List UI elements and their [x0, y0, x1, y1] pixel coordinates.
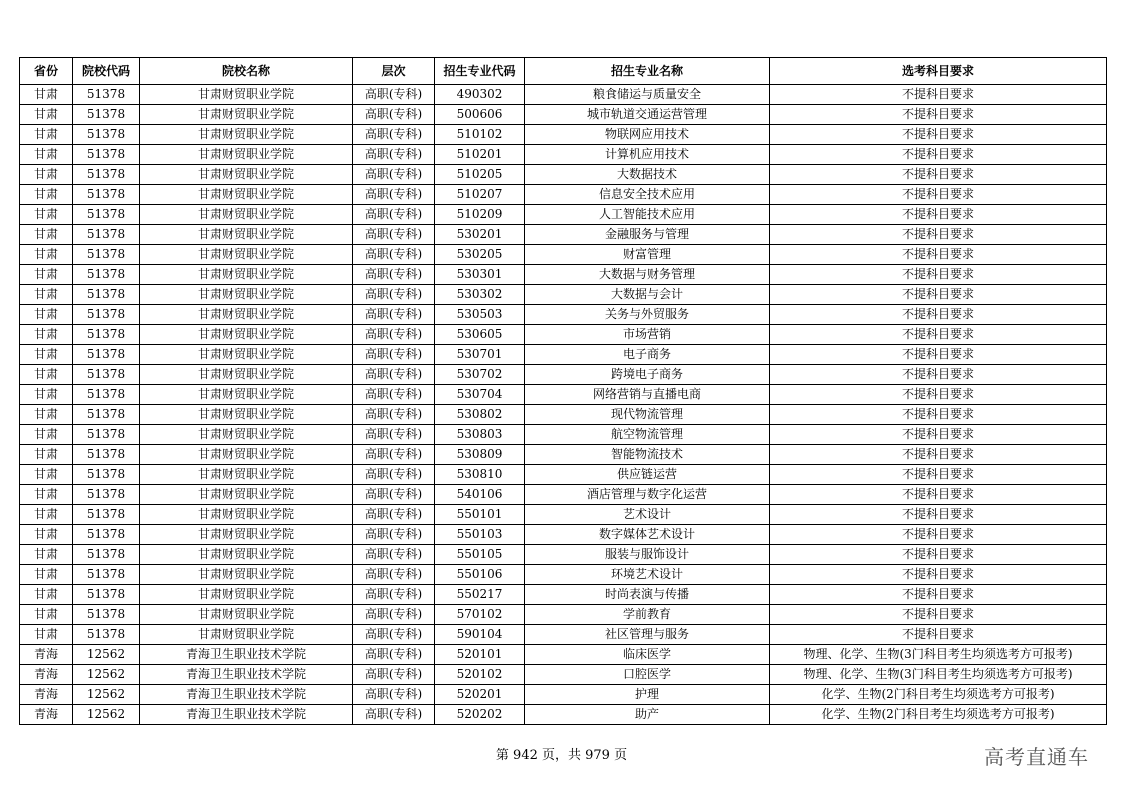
table-row — [20, 205, 1107, 225]
cell-level: 高职(专科) — [353, 485, 435, 505]
cell-level: 高职(专科) — [353, 85, 435, 105]
cell-subject-requirement: 不提科目要求 — [770, 525, 1107, 545]
cell-level: 高职(专科) — [353, 165, 435, 185]
cell-major-code: 530802 — [435, 405, 525, 425]
cell-province: 甘肃 — [20, 305, 73, 325]
cell-school-name: 青海卫生职业技术学院 — [140, 705, 353, 725]
cell-level: 高职(专科) — [353, 205, 435, 225]
cell-school-name: 甘肃财贸职业学院 — [140, 245, 353, 265]
cell-major-code: 530809 — [435, 445, 525, 465]
cell-subject-requirement: 不提科目要求 — [770, 125, 1107, 145]
table-row — [20, 165, 1107, 185]
cell-school-name: 甘肃财贸职业学院 — [140, 425, 353, 445]
cell-subject-requirement: 化学、生物(2门科目考生均须选考方可报考) — [770, 705, 1107, 725]
cell-major-code: 520201 — [435, 685, 525, 705]
header-major-code: 招生专业代码 — [435, 58, 525, 85]
cell-school-name: 甘肃财贸职业学院 — [140, 225, 353, 245]
cell-school-code: 51378 — [73, 405, 140, 425]
cell-province: 甘肃 — [20, 285, 73, 305]
cell-level: 高职(专科) — [353, 605, 435, 625]
table-row — [20, 505, 1107, 525]
cell-major-name: 航空物流管理 — [525, 425, 770, 445]
cell-level: 高职(专科) — [353, 105, 435, 125]
cell-major-code: 530702 — [435, 365, 525, 385]
cell-major-code: 520101 — [435, 645, 525, 665]
table-header-row — [20, 58, 1107, 85]
cell-school-name: 青海卫生职业技术学院 — [140, 685, 353, 705]
cell-level: 高职(专科) — [353, 585, 435, 605]
cell-level: 高职(专科) — [353, 285, 435, 305]
cell-subject-requirement: 不提科目要求 — [770, 545, 1107, 565]
table-row — [20, 485, 1107, 505]
cell-subject-requirement: 不提科目要求 — [770, 105, 1107, 125]
cell-major-name: 服装与服饰设计 — [525, 545, 770, 565]
cell-major-name: 金融服务与管理 — [525, 225, 770, 245]
cell-major-name: 市场营销 — [525, 325, 770, 345]
cell-school-name: 甘肃财贸职业学院 — [140, 465, 353, 485]
cell-level: 高职(专科) — [353, 125, 435, 145]
cell-major-code: 530605 — [435, 325, 525, 345]
table-row — [20, 405, 1107, 425]
cell-major-name: 信息安全技术应用 — [525, 185, 770, 205]
cell-province: 甘肃 — [20, 105, 73, 125]
cell-level: 高职(专科) — [353, 685, 435, 705]
cell-level: 高职(专科) — [353, 565, 435, 585]
header-subject-requirement: 选考科目要求 — [770, 58, 1107, 85]
cell-school-name: 甘肃财贸职业学院 — [140, 185, 353, 205]
cell-school-code: 51378 — [73, 465, 140, 485]
cell-province: 甘肃 — [20, 205, 73, 225]
cell-province: 甘肃 — [20, 145, 73, 165]
cell-school-name: 甘肃财贸职业学院 — [140, 505, 353, 525]
cell-level: 高职(专科) — [353, 145, 435, 165]
cell-school-name: 青海卫生职业技术学院 — [140, 665, 353, 685]
cell-major-name: 现代物流管理 — [525, 405, 770, 425]
cell-subject-requirement: 不提科目要求 — [770, 625, 1107, 645]
table-row — [20, 685, 1107, 705]
table-row — [20, 625, 1107, 645]
cell-major-code: 510102 — [435, 125, 525, 145]
cell-major-code: 550105 — [435, 545, 525, 565]
cell-subject-requirement: 不提科目要求 — [770, 185, 1107, 205]
cell-level: 高职(专科) — [353, 445, 435, 465]
cell-subject-requirement: 不提科目要求 — [770, 565, 1107, 585]
cell-subject-requirement: 不提科目要求 — [770, 465, 1107, 485]
cell-level: 高职(专科) — [353, 425, 435, 445]
cell-school-code: 51378 — [73, 285, 140, 305]
cell-major-code: 510201 — [435, 145, 525, 165]
header-level: 层次 — [353, 58, 435, 85]
table-body — [20, 85, 1107, 725]
cell-school-name: 甘肃财贸职业学院 — [140, 545, 353, 565]
cell-major-code: 530701 — [435, 345, 525, 365]
cell-major-name: 环境艺术设计 — [525, 565, 770, 585]
cell-province: 甘肃 — [20, 585, 73, 605]
cell-school-name: 甘肃财贸职业学院 — [140, 445, 353, 465]
cell-province: 甘肃 — [20, 445, 73, 465]
cell-major-name: 计算机应用技术 — [525, 145, 770, 165]
cell-major-code: 530503 — [435, 305, 525, 325]
cell-major-name: 数字媒体艺术设计 — [525, 525, 770, 545]
cell-major-code: 520102 — [435, 665, 525, 685]
cell-school-name: 甘肃财贸职业学院 — [140, 605, 353, 625]
cell-subject-requirement: 不提科目要求 — [770, 445, 1107, 465]
cell-school-code: 51378 — [73, 425, 140, 445]
cell-school-code: 51378 — [73, 345, 140, 365]
cell-province: 甘肃 — [20, 185, 73, 205]
cell-school-name: 甘肃财贸职业学院 — [140, 585, 353, 605]
cell-level: 高职(专科) — [353, 625, 435, 645]
cell-major-name: 电子商务 — [525, 345, 770, 365]
table-row — [20, 185, 1107, 205]
header-province: 省份 — [20, 58, 73, 85]
cell-school-code: 51378 — [73, 385, 140, 405]
header-school-code: 院校代码 — [73, 58, 140, 85]
cell-province: 甘肃 — [20, 85, 73, 105]
cell-major-name: 大数据与财务管理 — [525, 265, 770, 285]
cell-province: 甘肃 — [20, 125, 73, 145]
table-row — [20, 365, 1107, 385]
cell-school-name: 甘肃财贸职业学院 — [140, 345, 353, 365]
cell-school-code: 51378 — [73, 545, 140, 565]
cell-province: 甘肃 — [20, 165, 73, 185]
cell-province: 青海 — [20, 705, 73, 725]
table-row — [20, 345, 1107, 365]
cell-major-name: 城市轨道交通运营管理 — [525, 105, 770, 125]
cell-school-name: 甘肃财贸职业学院 — [140, 125, 353, 145]
cell-major-code: 530302 — [435, 285, 525, 305]
cell-province: 甘肃 — [20, 605, 73, 625]
cell-province: 青海 — [20, 685, 73, 705]
cell-major-code: 510207 — [435, 185, 525, 205]
cell-subject-requirement: 不提科目要求 — [770, 305, 1107, 325]
admission-table — [19, 57, 1107, 725]
cell-school-name: 甘肃财贸职业学院 — [140, 145, 353, 165]
cell-school-code: 51378 — [73, 225, 140, 245]
cell-level: 高职(专科) — [353, 385, 435, 405]
cell-school-name: 青海卫生职业技术学院 — [140, 645, 353, 665]
cell-level: 高职(专科) — [353, 185, 435, 205]
cell-province: 甘肃 — [20, 385, 73, 405]
cell-school-name: 甘肃财贸职业学院 — [140, 385, 353, 405]
cell-province: 甘肃 — [20, 245, 73, 265]
cell-major-code: 590104 — [435, 625, 525, 645]
cell-subject-requirement: 不提科目要求 — [770, 585, 1107, 605]
cell-school-code: 51378 — [73, 325, 140, 345]
cell-province: 甘肃 — [20, 485, 73, 505]
cell-school-code: 51378 — [73, 525, 140, 545]
cell-subject-requirement: 不提科目要求 — [770, 165, 1107, 185]
cell-province: 甘肃 — [20, 525, 73, 545]
cell-level: 高职(专科) — [353, 665, 435, 685]
table-row — [20, 305, 1107, 325]
cell-school-code: 12562 — [73, 685, 140, 705]
cell-major-code: 510209 — [435, 205, 525, 225]
table-row — [20, 385, 1107, 405]
table-row — [20, 325, 1107, 345]
table-row — [20, 285, 1107, 305]
cell-major-name: 酒店管理与数字化运营 — [525, 485, 770, 505]
cell-province: 甘肃 — [20, 365, 73, 385]
cell-major-code: 530810 — [435, 465, 525, 485]
cell-subject-requirement: 物理、化学、生物(3门科目考生均须选考方可报考) — [770, 645, 1107, 665]
cell-subject-requirement: 不提科目要求 — [770, 425, 1107, 445]
cell-major-code: 550106 — [435, 565, 525, 585]
table-row — [20, 465, 1107, 485]
cell-subject-requirement: 不提科目要求 — [770, 385, 1107, 405]
table-row — [20, 645, 1107, 665]
cell-major-code: 550217 — [435, 585, 525, 605]
cell-level: 高职(专科) — [353, 545, 435, 565]
cell-school-name: 甘肃财贸职业学院 — [140, 525, 353, 545]
cell-level: 高职(专科) — [353, 365, 435, 385]
cell-province: 甘肃 — [20, 325, 73, 345]
table-row — [20, 445, 1107, 465]
cell-subject-requirement: 化学、生物(2门科目考生均须选考方可报考) — [770, 685, 1107, 705]
cell-subject-requirement: 不提科目要求 — [770, 205, 1107, 225]
cell-school-name: 甘肃财贸职业学院 — [140, 265, 353, 285]
cell-province: 甘肃 — [20, 225, 73, 245]
cell-school-code: 51378 — [73, 485, 140, 505]
cell-level: 高职(专科) — [353, 525, 435, 545]
cell-school-name: 甘肃财贸职业学院 — [140, 325, 353, 345]
cell-subject-requirement: 不提科目要求 — [770, 605, 1107, 625]
cell-province: 甘肃 — [20, 465, 73, 485]
cell-major-name: 物联网应用技术 — [525, 125, 770, 145]
cell-major-name: 粮食储运与质量安全 — [525, 85, 770, 105]
cell-major-code: 530201 — [435, 225, 525, 245]
cell-subject-requirement: 不提科目要求 — [770, 245, 1107, 265]
table-row — [20, 105, 1107, 125]
table-row — [20, 245, 1107, 265]
cell-level: 高职(专科) — [353, 265, 435, 285]
cell-major-name: 供应链运营 — [525, 465, 770, 485]
cell-school-code: 51378 — [73, 85, 140, 105]
cell-subject-requirement: 不提科目要求 — [770, 325, 1107, 345]
cell-school-code: 51378 — [73, 365, 140, 385]
cell-major-code: 570102 — [435, 605, 525, 625]
cell-major-code: 530205 — [435, 245, 525, 265]
cell-major-name: 大数据与会计 — [525, 285, 770, 305]
cell-major-code: 540106 — [435, 485, 525, 505]
table-row — [20, 665, 1107, 685]
table-row — [20, 605, 1107, 625]
cell-major-name: 临床医学 — [525, 645, 770, 665]
header-major-name: 招生专业名称 — [525, 58, 770, 85]
cell-major-name: 学前教育 — [525, 605, 770, 625]
cell-subject-requirement: 不提科目要求 — [770, 505, 1107, 525]
table-row — [20, 565, 1107, 585]
cell-level: 高职(专科) — [353, 465, 435, 485]
cell-subject-requirement: 不提科目要求 — [770, 225, 1107, 245]
cell-major-name: 关务与外贸服务 — [525, 305, 770, 325]
cell-school-code: 51378 — [73, 185, 140, 205]
cell-major-code: 500606 — [435, 105, 525, 125]
cell-level: 高职(专科) — [353, 345, 435, 365]
cell-level: 高职(专科) — [353, 325, 435, 345]
cell-level: 高职(专科) — [353, 405, 435, 425]
cell-school-code: 51378 — [73, 625, 140, 645]
cell-school-code: 51378 — [73, 105, 140, 125]
cell-major-code: 520202 — [435, 705, 525, 725]
cell-major-code: 510205 — [435, 165, 525, 185]
cell-school-code: 51378 — [73, 245, 140, 265]
cell-school-code: 51378 — [73, 125, 140, 145]
watermark-logo-text: 高考直通车 — [984, 745, 1089, 769]
page-number: 第 942 页，共 979 页 — [495, 748, 628, 763]
cell-major-name: 助产 — [525, 705, 770, 725]
table-row — [20, 85, 1107, 105]
cell-school-name: 甘肃财贸职业学院 — [140, 205, 353, 225]
table-row — [20, 225, 1107, 245]
cell-school-name: 甘肃财贸职业学院 — [140, 105, 353, 125]
cell-major-code: 550101 — [435, 505, 525, 525]
cell-school-code: 51378 — [73, 605, 140, 625]
cell-major-name: 艺术设计 — [525, 505, 770, 525]
table-row — [20, 525, 1107, 545]
cell-school-name: 甘肃财贸职业学院 — [140, 85, 353, 105]
cell-level: 高职(专科) — [353, 225, 435, 245]
cell-major-name: 社区管理与服务 — [525, 625, 770, 645]
cell-school-name: 甘肃财贸职业学院 — [140, 485, 353, 505]
cell-major-name: 财富管理 — [525, 245, 770, 265]
cell-school-name: 甘肃财贸职业学院 — [140, 565, 353, 585]
cell-province: 甘肃 — [20, 545, 73, 565]
cell-subject-requirement: 物理、化学、生物(3门科目考生均须选考方可报考) — [770, 665, 1107, 685]
cell-major-name: 大数据技术 — [525, 165, 770, 185]
cell-school-code: 51378 — [73, 165, 140, 185]
cell-level: 高职(专科) — [353, 505, 435, 525]
cell-level: 高职(专科) — [353, 705, 435, 725]
table-row — [20, 545, 1107, 565]
cell-school-code: 51378 — [73, 305, 140, 325]
cell-school-name: 甘肃财贸职业学院 — [140, 625, 353, 645]
cell-major-name: 人工智能技术应用 — [525, 205, 770, 225]
cell-province: 青海 — [20, 665, 73, 685]
cell-school-code: 51378 — [73, 265, 140, 285]
cell-school-code: 12562 — [73, 665, 140, 685]
cell-subject-requirement: 不提科目要求 — [770, 85, 1107, 105]
table-row — [20, 705, 1107, 725]
cell-province: 甘肃 — [20, 425, 73, 445]
cell-school-name: 甘肃财贸职业学院 — [140, 365, 353, 385]
table-row — [20, 585, 1107, 605]
cell-subject-requirement: 不提科目要求 — [770, 365, 1107, 385]
cell-school-code: 51378 — [73, 505, 140, 525]
cell-province: 甘肃 — [20, 345, 73, 365]
cell-school-name: 甘肃财贸职业学院 — [140, 405, 353, 425]
cell-school-code: 12562 — [73, 645, 140, 665]
cell-level: 高职(专科) — [353, 645, 435, 665]
cell-school-code: 51378 — [73, 565, 140, 585]
cell-level: 高职(专科) — [353, 245, 435, 265]
cell-major-name: 网络营销与直播电商 — [525, 385, 770, 405]
cell-major-code: 530803 — [435, 425, 525, 445]
cell-province: 甘肃 — [20, 405, 73, 425]
cell-subject-requirement: 不提科目要求 — [770, 285, 1107, 305]
cell-province: 青海 — [20, 645, 73, 665]
cell-school-code: 51378 — [73, 205, 140, 225]
table-row — [20, 265, 1107, 285]
cell-subject-requirement: 不提科目要求 — [770, 485, 1107, 505]
table-row — [20, 125, 1107, 145]
cell-major-code: 550103 — [435, 525, 525, 545]
header-school-name: 院校名称 — [140, 58, 353, 85]
table-row — [20, 145, 1107, 165]
cell-major-name: 智能物流技术 — [525, 445, 770, 465]
cell-major-name: 护理 — [525, 685, 770, 705]
cell-province: 甘肃 — [20, 565, 73, 585]
cell-subject-requirement: 不提科目要求 — [770, 345, 1107, 365]
cell-school-name: 甘肃财贸职业学院 — [140, 305, 353, 325]
cell-major-code: 490302 — [435, 85, 525, 105]
cell-province: 甘肃 — [20, 625, 73, 645]
cell-school-name: 甘肃财贸职业学院 — [140, 285, 353, 305]
cell-province: 甘肃 — [20, 265, 73, 285]
cell-major-name: 跨境电子商务 — [525, 365, 770, 385]
cell-province: 甘肃 — [20, 505, 73, 525]
cell-major-code: 530301 — [435, 265, 525, 285]
cell-level: 高职(专科) — [353, 305, 435, 325]
cell-subject-requirement: 不提科目要求 — [770, 405, 1107, 425]
cell-school-code: 12562 — [73, 705, 140, 725]
cell-school-code: 51378 — [73, 585, 140, 605]
cell-school-code: 51378 — [73, 445, 140, 465]
cell-school-code: 51378 — [73, 145, 140, 165]
cell-subject-requirement: 不提科目要求 — [770, 145, 1107, 165]
cell-subject-requirement: 不提科目要求 — [770, 265, 1107, 285]
cell-school-name: 甘肃财贸职业学院 — [140, 165, 353, 185]
table-row — [20, 425, 1107, 445]
cell-major-code: 530704 — [435, 385, 525, 405]
cell-major-name: 时尚表演与传播 — [525, 585, 770, 605]
cell-major-name: 口腔医学 — [525, 665, 770, 685]
